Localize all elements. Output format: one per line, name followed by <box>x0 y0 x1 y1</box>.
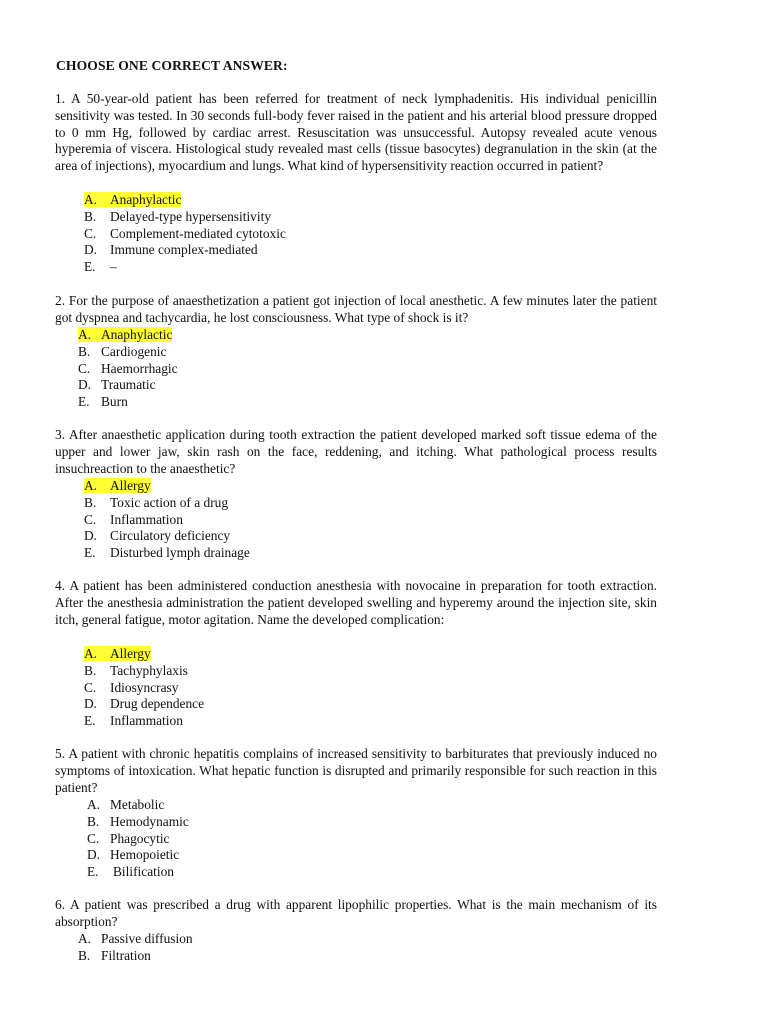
option-text: Drug dependence <box>110 696 205 712</box>
option-letter: C. <box>84 511 97 527</box>
answer-option[interactable] <box>84 713 204 730</box>
option-letter: E. <box>84 545 96 561</box>
answer-option[interactable] <box>84 192 286 209</box>
answer-option[interactable] <box>84 495 250 512</box>
question-3-text: 3. After anaesthetic application during tooth extraction the patient developed marked soft tissue edema of the upper and lower jaw, skin rash on the face, reddening, and itching. What pathological process results insuchreaction to the anaesthetic? <box>55 427 657 476</box>
answer-option[interactable] <box>84 646 204 663</box>
answer-option[interactable] <box>84 528 250 545</box>
option-text: Phagocytic <box>110 830 170 846</box>
option-text: Cardiogenic <box>101 343 167 359</box>
option-text: Burn <box>101 394 128 410</box>
question-6-options <box>78 931 193 965</box>
option-letter: B. <box>84 208 97 224</box>
answer-option[interactable] <box>87 797 189 814</box>
option-letter: D. <box>84 696 98 712</box>
option-letter: B. <box>84 662 97 678</box>
question-5-options <box>87 797 189 881</box>
question-2-text: 2. For the purpose of anaesthetization a patient got injection of local anesthetic. A few minutes later the patient got dyspnea and tachycardia, he lost consciousness. What type of shock is it? <box>55 293 657 325</box>
answer-option[interactable] <box>84 242 286 259</box>
option-letter: A. <box>87 797 101 812</box>
option-letter: C. <box>87 830 100 846</box>
answer-option[interactable] <box>87 847 189 864</box>
option-text: Passive diffusion <box>101 931 193 946</box>
option-text: Traumatic <box>101 377 156 393</box>
answer-option[interactable] <box>78 394 178 411</box>
question-1-options <box>84 192 286 276</box>
option-letter: D. <box>84 528 98 544</box>
answer-option[interactable] <box>84 663 204 680</box>
option-letter: A. <box>84 646 98 661</box>
option-letter: C. <box>84 225 97 241</box>
answer-option[interactable] <box>84 259 286 276</box>
option-letter: E. <box>84 259 96 275</box>
page-heading: CHOOSE ONE CORRECT ANSWER: <box>56 58 288 73</box>
answer-option[interactable] <box>84 696 204 713</box>
option-letter: E. <box>87 864 99 880</box>
option-text: Toxic action of a drug <box>110 494 229 510</box>
option-text: Allergy <box>110 646 151 661</box>
answer-option[interactable] <box>78 327 178 344</box>
option-text: Haemorrhagic <box>101 360 178 376</box>
option-letter: E. <box>78 394 90 410</box>
option-text: Complement-mediated cytotoxic <box>110 225 286 241</box>
option-text: Bilification <box>113 864 174 880</box>
answer-option[interactable] <box>78 948 193 965</box>
question-3-options <box>84 478 250 562</box>
answer-option[interactable] <box>84 478 250 495</box>
option-letter: D. <box>84 242 98 258</box>
answer-option[interactable] <box>78 344 178 361</box>
answer-option[interactable] <box>87 831 189 848</box>
option-letter: A. <box>78 327 92 342</box>
answer-option[interactable] <box>78 377 178 394</box>
question-2-options <box>78 327 178 411</box>
option-letter: C. <box>84 679 97 695</box>
option-letter: A. <box>84 478 98 493</box>
option-text: Tachyphylaxis <box>110 662 188 678</box>
question-5-text: 5. A patient with chronic hepatitis complains of increased sensitivity to barbiturates that previously induced no symptoms of intoxication. What hepatic function is disrupted and primarily responsible for such reaction in this patient? <box>55 746 657 795</box>
option-text: Inflammation <box>110 511 183 527</box>
option-text: Idiosyncrasy <box>110 679 179 695</box>
question-4-text: 4. A patient has been administered conduction anesthesia with novocaine in preparation for tooth extraction. After the anesthesia administration the patient developed swelling and hyperemy around the injection site, skin itch, general fatigue, motor agitation. Name the developed complication: <box>55 578 657 627</box>
answer-option[interactable] <box>84 680 204 697</box>
answer-option[interactable] <box>87 864 189 881</box>
option-text: Inflammation <box>110 713 183 729</box>
option-letter: D. <box>78 377 92 393</box>
option-text: Filtration <box>101 947 151 963</box>
option-text: Delayed-type hypersensitivity <box>110 208 272 224</box>
option-text: Disturbed lymph drainage <box>110 545 250 561</box>
answer-option[interactable] <box>84 512 250 529</box>
option-text: Metabolic <box>110 797 165 812</box>
option-text: Hemopoietic <box>110 847 180 863</box>
option-letter: C. <box>78 360 91 376</box>
option-text: Circulatory deficiency <box>110 528 231 544</box>
question-1-text: 1. A 50-year-old patient has been referred for treatment of neck lymphadenitis. His individual penicillin sensitivity was tested. In 30 seconds full-body fever raised in the patient and his arterial blood pressure dropped to 0 mm Hg, followed by cardiac arrest. Resuscitation was unsuccessful. Autopsy revealed acute venous hyperemia of viscera. Histological study revealed mast cells (tissue basocytes) degranulation in the skin (at the area of injections), myocardium and lungs. What kind of hypersensitivity reaction occurred in patient? <box>55 91 657 174</box>
option-letter: E. <box>84 713 96 729</box>
option-text: Anaphylactic <box>101 327 173 342</box>
answer-option[interactable] <box>84 226 286 243</box>
option-text: – <box>110 259 117 275</box>
option-text: Allergy <box>110 478 151 493</box>
option-text: Anaphylactic <box>110 192 182 207</box>
option-letter: B. <box>87 813 100 829</box>
option-letter: D. <box>87 847 101 863</box>
answer-option[interactable] <box>78 931 193 948</box>
option-letter: A. <box>84 192 98 207</box>
option-letter: B. <box>78 947 91 963</box>
answer-option[interactable] <box>84 209 286 226</box>
option-letter: B. <box>84 494 97 510</box>
answer-option[interactable] <box>84 545 250 562</box>
question-6-text: 6. A patient was prescribed a drug with apparent lipophilic properties. What is the main mechanism of its absorption? <box>55 897 657 929</box>
question-4-options <box>84 646 204 730</box>
answer-option[interactable] <box>87 814 189 831</box>
option-letter: B. <box>78 343 91 359</box>
option-text: Immune complex-mediated <box>110 242 258 258</box>
answer-option[interactable] <box>78 361 178 378</box>
option-text: Hemodynamic <box>110 813 189 829</box>
option-letter: A. <box>78 931 92 946</box>
